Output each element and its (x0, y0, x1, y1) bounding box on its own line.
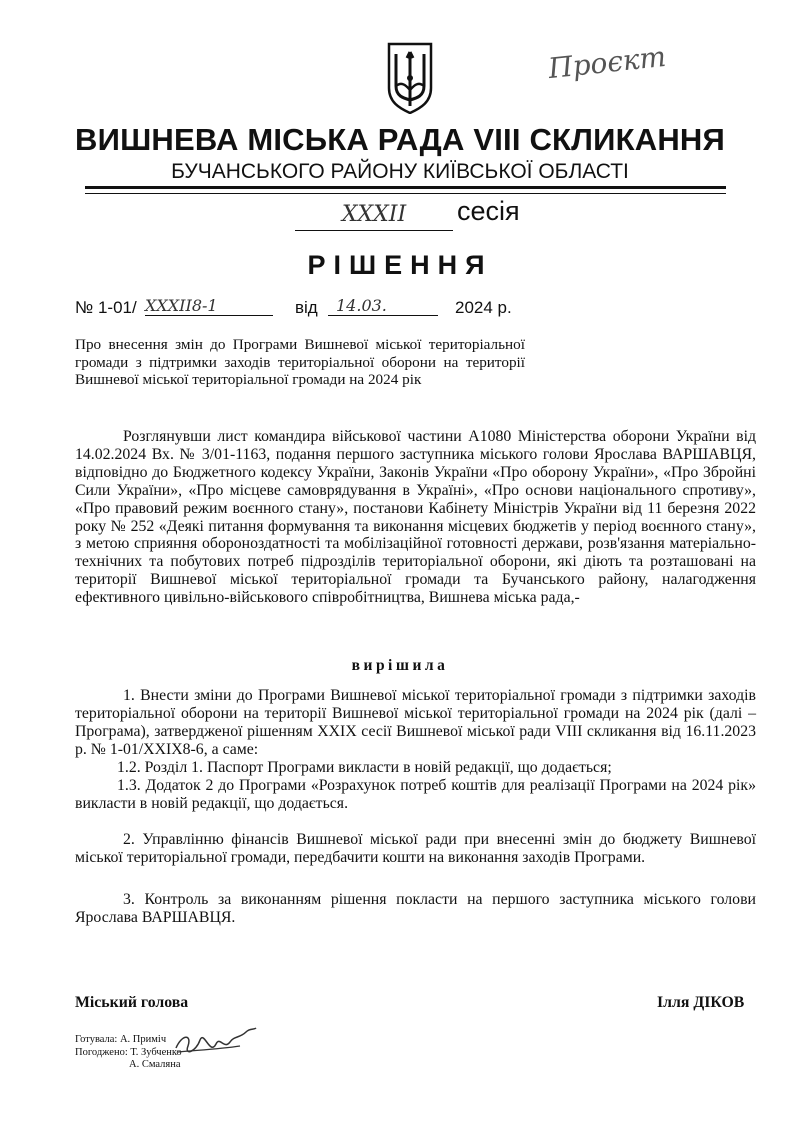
session-number: XXXII (341, 202, 407, 227)
number-prefix: № 1-01/ (75, 298, 137, 317)
council-title: ВИШНЕВА МІСЬКА РАДА VIII СКЛИКАННЯ (75, 122, 725, 157)
header-divider (85, 186, 726, 194)
council-subtitle: БУЧАНСЬКОГО РАЙОНУ КИЇВСЬКОЇ ОБЛАСТІ (171, 160, 629, 183)
session-underline (295, 230, 453, 231)
draft-handwritten-stamp (540, 39, 680, 87)
item-1: 1. Внести зміни до Програми Вишневої міської територіальної громади з підтримки заходів територіальної оборони на території Вишневої міської територіальної громади на 2024 рік (далі – Програма), затвердженої рішенням XXIX сесії Вишневої міської ради VIII скликання від 16.11.2023 р. № 1-01/XXIX8-6, а саме: (75, 687, 756, 758)
session-line-row (295, 196, 575, 236)
decision-subject: Про внесення змін до Програми Вишневої міської територіальної громади з підтримки заходів територіальної оборони на території Вишневої міської територіальної громади на 2024 рік (75, 336, 525, 389)
resolved-heading: вирішила (351, 657, 449, 674)
preamble-paragraph: Розглянувши лист командира військової частини А1080 Міністерства оборони України від 14.02.2024 Вх. № 3/01-1163, подання першого заступника міського голови Ярослава ВАРШАВЦЯ, відповідно до Бюджетного кодексу України, Законів України «Про оборону України», «Про Збройні Сили України», «Про місцеве самоврядування в Україні», «Про основи національного спротиву», «Про правовий режим воєнного стану», постанови Кабінету Міністрів України від 11 березня 2022 року № 252 «Деякі питання формування та виконання місцевих бюджетів у період воєнного стану», з метою сприяння обороноздатності та мобілізаційної готовності держави, розв'язання матеріально-технічних та побутових потреб підрозділів територіальної оборони, які діють та розташовані на території Вишневої міської територіальної громади та Бучанського району, налагодження ефективного цивільно-військового співробітництва, Вишнева міська рада,- (75, 428, 756, 607)
prepared-by-block (75, 1034, 182, 1072)
mayor-label: Міський голова (75, 994, 189, 1011)
trident-icon (385, 42, 435, 114)
date-prefix: від (295, 298, 318, 317)
item-1-2: 1.2. Розділ 1. Паспорт Програми викласти в новій редакції, що додається; (117, 759, 612, 776)
decision-year: 2024 р. (455, 298, 512, 317)
item-2: 2. Управлінню фінансів Вишневої міської ради при внесенні змін до бюджету Вишневої міської територіальної громади, передбачити кошти на виконання заходів Програми. (75, 831, 756, 866)
decision-title: РІШЕННЯ (307, 250, 493, 280)
item-3: 3. Контроль за виконанням рішення покласти на першого заступника міського голови Ярослава ВАРШАВЦЯ. (75, 891, 756, 926)
handwritten-signature (170, 1022, 260, 1062)
session-label: сесія (457, 196, 520, 226)
item-1-3: 1.3. Додаток 2 до Програми «Розрахунок потреб коштів для реалізації Програми на 2024 рік» викласти в новій редакції, що додається. (75, 777, 756, 812)
agreed-by-2: А. Смаляна (129, 1059, 181, 1070)
decision-date: 14.03. (328, 296, 438, 316)
coat-of-arms-icon (385, 42, 435, 114)
mayor-name: Ілля ДІКОВ (657, 994, 745, 1011)
signature-icon (170, 1022, 260, 1062)
prepared-by: Готувала: А. Приміч (75, 1034, 167, 1045)
decision-number: XXXII8-1 (145, 296, 273, 316)
agreed-by: Погоджено: Т. Зубченко (75, 1046, 182, 1058)
draft-stamp-text: Проєкт (546, 39, 668, 86)
decision-number-row (75, 298, 535, 324)
